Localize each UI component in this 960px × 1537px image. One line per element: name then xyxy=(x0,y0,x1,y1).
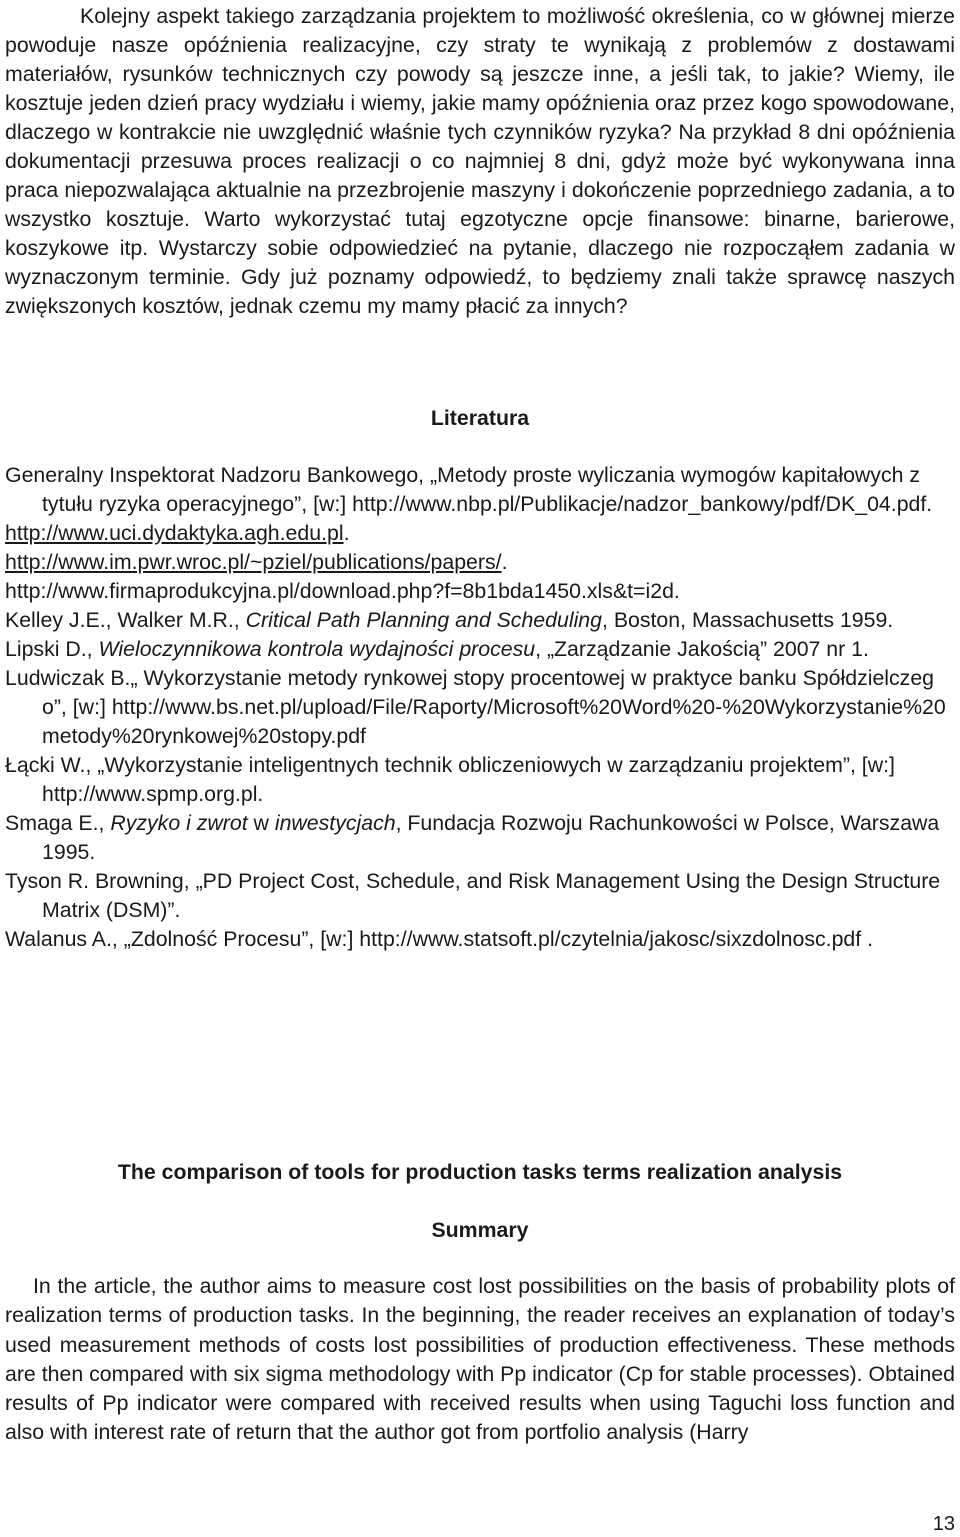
reference-item: Tyson R. Browning, „PD Project Cost, Schedule, and Risk Management Using the Design Structure Matrix (DSM)”. xyxy=(5,869,941,922)
page-number: 13 xyxy=(932,1513,955,1535)
reference-item: Łącki W., „Wykorzystanie inteligentnych technik obliczeniowych w zarządzaniu projektem”, [w:] http://www.spmp.org.pl. xyxy=(5,753,895,806)
reference-item: Ludwiczak B.„ Wykorzystanie metody rynkowej stopy procentowej w praktyce banku Spółdzielczego”, [w:] http://www.bs.net.pl/upload/File/Raporty/Microsoft%20Word%20-%20Wykorzystanie%20metody%20rynkowej%20stopy.pdf xyxy=(5,666,946,748)
reference-link[interactable]: http://www.uci.dydaktyka.agh.edu.pl xyxy=(5,521,344,545)
reference-item xyxy=(5,635,955,664)
reference-title: Critical Path Planning and Scheduling xyxy=(245,608,602,632)
reference-list xyxy=(5,461,955,954)
reference-title-part: Ryzyko i zwrot xyxy=(110,811,248,835)
reference-title: Wieloczynnikowa kontrola wydajności procesu xyxy=(98,637,536,661)
reference-details: , Boston, Massachusetts 1959. xyxy=(601,608,894,632)
reference-connector: w xyxy=(247,811,275,835)
english-title: The comparison of tools for production tasks terms realization analysis xyxy=(117,1160,843,1184)
reference-item: Walanus A., „Zdolność Procesu”, [w:] http://www.statsoft.pl/czytelnia/jakosc/sixzdolnosc.pdf . xyxy=(5,927,874,951)
reference-item: http://www.firmaprodukcyjna.pl/download.php?f=8b1bda1450.xls&t=i2d. xyxy=(5,579,680,603)
reference-tail: . xyxy=(501,550,508,574)
body-paragraph: Kolejny aspekt takiego zarządzania projektem to możliwość określenia, co w głównej mierze powoduje nasze opóźnienia realizacyjne, czy straty te wynikają z problemów z dostawami materiałów, rysunków technicznych czy powody są jeszcze inne, a jeśli tak, to jakie? Wiemy, ile kosztuje jeden dzień pracy wydziału i wiemy, jakie mamy opóźnienia oraz przez kogo spowodowane, dlaczego w kontrakcie nie uwzględnić właśnie tych czynników ryzyka? Na przykład 8 dni opóźnienia dokumentacji przesuwa proces realizacji o co najmniej 8 dni, gdyż może być wykonywana inna praca niepozwalająca aktualnie na przezbrojenie maszyny i dokończenie poprzedniego zadania, a to wszystko kosztuje. Warto wykorzystać tutaj egzotyczne opcje finansowe: binarne, barierowe, koszykowe itp. Wystarczy sobie odpowiedzieć na pytanie, dlaczego nie rozpocząłem zadania w wyznaczonym terminie. Gdy już poznamy odpowiedź, to będziemy znali także sprawcę naszych zwiększonych kosztów, jednak czemu my mamy płacić za innych? xyxy=(5,4,955,318)
reference-details: , Fundacja Rozwoju Rachunkowości w Polsce, Warszawa 1995. xyxy=(42,811,940,864)
reference-item xyxy=(5,548,955,577)
reference-item xyxy=(5,519,955,548)
literature-heading: Literatura xyxy=(430,406,530,430)
reference-item xyxy=(5,606,955,635)
reference-link[interactable]: http://www.im.pwr.wroc.pl/~pziel/publications/papers/ xyxy=(5,550,502,574)
reference-details: , „Zarządzanie Jakością” 2007 nr 1. xyxy=(535,637,869,661)
reference-tail: . xyxy=(343,521,350,545)
summary-paragraph: In the article, the author aims to measure cost lost possibilities on the basis of probability plots of realization terms of production tasks. In the beginning, the reader receives an explanation of today’s used measurement methods of costs lost possibilities of production effectiveness. These methods are then compared with six sigma methodology with Pp indicator (Cp for stable processes). Obtained results of Pp indicator were compared with received results when using Taguchi loss function and also with interest rate of return that the author got from portfolio analysis (Harry xyxy=(5,1274,955,1445)
reference-item: Generalny Inspektorat Nadzoru Bankowego, „Metody proste wyliczania wymogów kapitałowych z tytułu ryzyka operacyjnego”, [w:] http://www.nbp.pl/Publikacje/nadzor_bankowy/pdf/DK_04.pdf. xyxy=(5,463,933,516)
summary-heading: Summary xyxy=(431,1218,529,1242)
reference-item xyxy=(5,809,955,867)
reference-author: Smaga E., xyxy=(5,811,111,835)
reference-author: Kelley J.E., Walker M.R., xyxy=(5,608,246,632)
reference-author: Lipski D., xyxy=(5,637,99,661)
reference-title-part: inwestycjach xyxy=(274,811,396,835)
